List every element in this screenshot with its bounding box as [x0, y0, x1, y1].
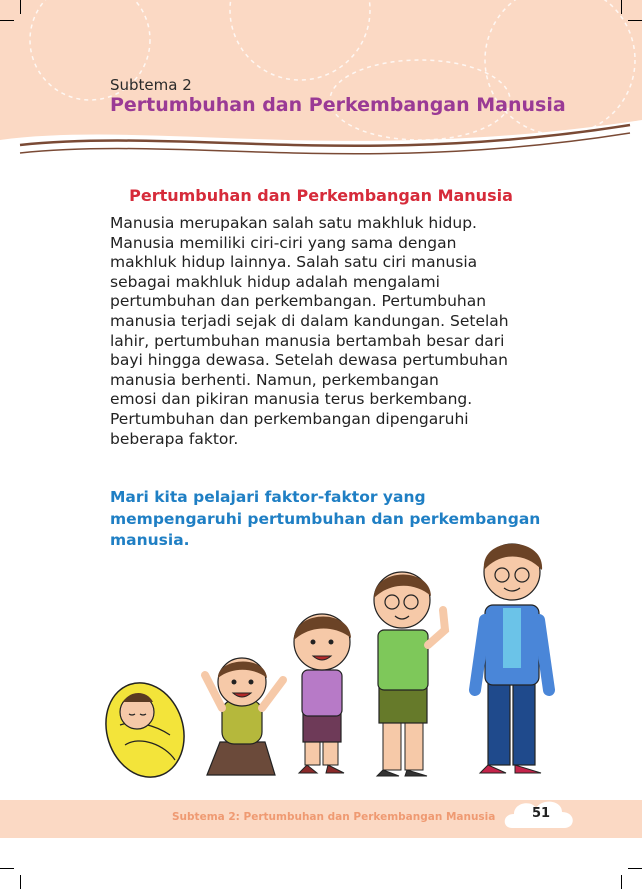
paragraph-line: bayi hingga dewasa. Setelah dewasa pertumbuhan: [110, 351, 508, 370]
body-paragraph: [110, 214, 550, 449]
paragraph-line: manusia berhenti. Namun, perkembangan: [110, 370, 439, 389]
teen-figure: [475, 544, 549, 773]
crop-mark: [20, 875, 21, 889]
crop-mark: [621, 0, 622, 14]
toddler-figure: [205, 658, 283, 775]
crop-mark: [0, 20, 14, 21]
crop-mark: [621, 875, 622, 889]
paragraph-line: Pertumbuhan dan perkembangan dipengaruhi: [110, 409, 469, 428]
paragraph-line: pertumbuhan dan perkembangan. Pertumbuhan: [110, 292, 487, 311]
preteen-figure: [374, 572, 445, 776]
paragraph-line: sebagai makhluk hidup adalah mengalami: [110, 272, 440, 291]
callout-line: manusia.: [110, 531, 190, 549]
paragraph-line: makhluk hidup lainnya. Salah satu ciri manusia: [110, 253, 478, 272]
header-decoration: [0, 0, 642, 170]
child-figure: [294, 614, 351, 773]
crop-mark: [628, 868, 642, 869]
paragraph-line: Manusia merupakan salah satu makhluk hidup.: [110, 214, 477, 232]
subtheme-title: Pertumbuhan dan Perkembangan Manusia: [110, 94, 566, 116]
paragraph-line: emosi dan pikiran manusia terus berkembang.: [110, 390, 473, 409]
paragraph-line: Manusia memiliki ciri-ciri yang sama dengan: [110, 233, 457, 252]
footer-running-title: Subtema 2: Pertumbuhan dan Perkembangan Manusia: [172, 811, 496, 823]
paragraph-line: beberapa faktor.: [110, 429, 239, 448]
paragraph-line: manusia terjadi sejak di dalam kandungan. Setelah: [110, 311, 509, 330]
subtheme-label: Subtema 2: [110, 76, 192, 94]
section-title: Pertumbuhan dan Perkembangan Manusia: [129, 186, 513, 205]
crop-mark: [628, 20, 642, 21]
growth-stages-illustration: [95, 530, 565, 780]
paragraph-line: lahir, pertumbuhan manusia bertambah besar dari: [110, 331, 505, 350]
callout-line: Mari kita pelajari faktor-faktor yang: [110, 488, 426, 506]
crop-mark: [20, 0, 21, 14]
page-header: [0, 0, 642, 170]
baby-figure: [95, 673, 196, 780]
page-number: 51: [531, 806, 551, 821]
crop-mark: [0, 868, 14, 869]
callout-line: mempengaruhi pertumbuhan dan perkembangan: [110, 509, 541, 528]
